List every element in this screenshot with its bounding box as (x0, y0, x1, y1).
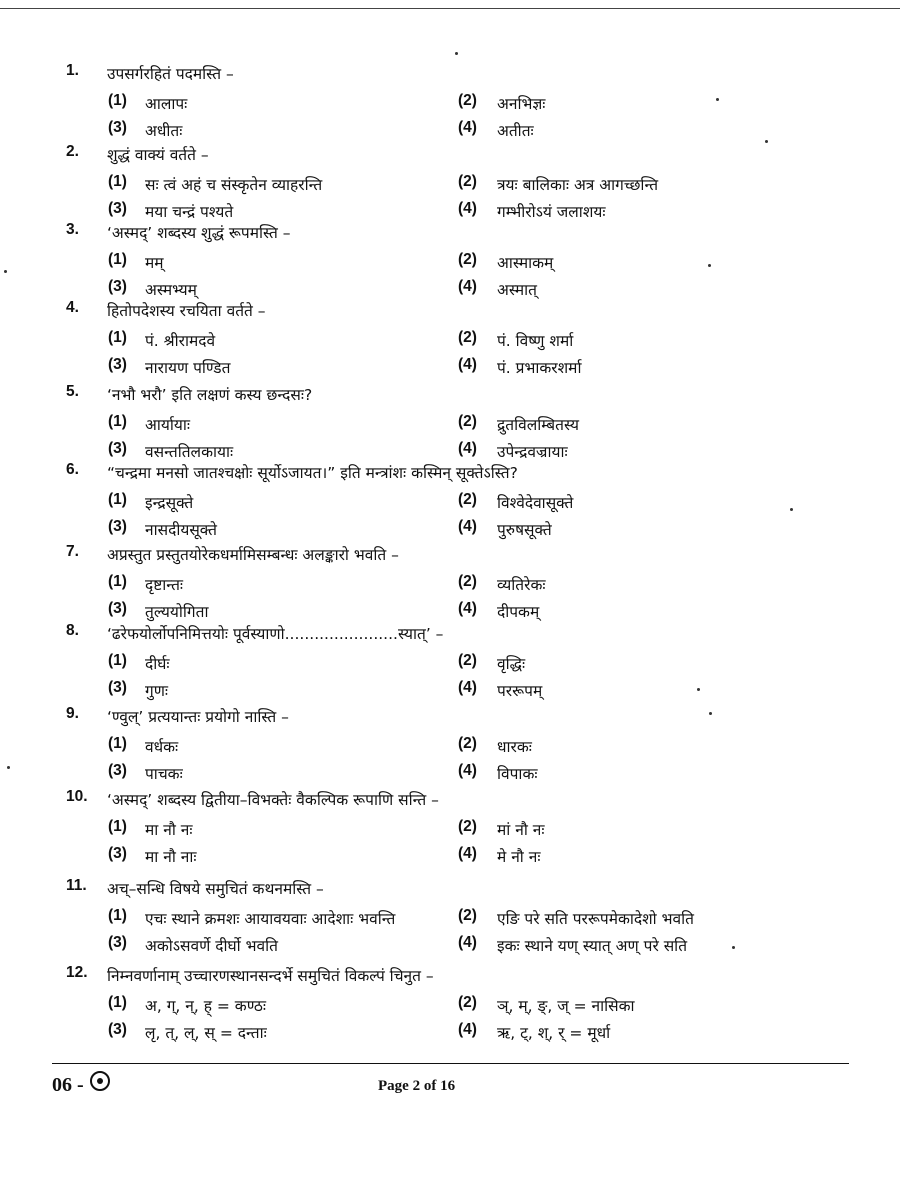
question-number: 8. (66, 622, 79, 639)
option-number: (2) (458, 735, 477, 752)
question-text: अच्–सन्धि विषये समुचितं कथनमस्ति – (107, 880, 324, 898)
option-number: (1) (108, 251, 127, 268)
option-text: एचः स्थाने क्रमशः आयावयवाः आदेशाः भवन्ति (145, 910, 396, 928)
option-text: दीर्घः (145, 655, 170, 673)
option-text: दीपकम् (497, 603, 540, 621)
option-number: (4) (458, 600, 477, 617)
option-number: (4) (458, 119, 477, 136)
page-number: Page 2 of 16 (378, 1078, 456, 1094)
question-number: 1. (66, 62, 79, 79)
option-text: द्रुतविलम्बितस्य (497, 416, 579, 434)
option-number: (1) (108, 92, 127, 109)
option-text: अधीतः (145, 122, 183, 140)
option-number: (3) (108, 119, 127, 136)
option-text: विश्वेदेवासूक्ते (497, 494, 574, 512)
option-number: (3) (108, 278, 127, 295)
question-text: हितोपदेशस्य रचयिता वर्तते – (107, 302, 266, 320)
option-number: (4) (458, 200, 477, 217)
question-text: शुद्धं वाक्यं वर्तते – (107, 146, 209, 164)
option-number: (3) (108, 762, 127, 779)
question-number: 5. (66, 383, 79, 400)
option-number: (4) (458, 934, 477, 951)
option-text: पं. श्रीरामदवे (145, 332, 216, 350)
option-text: वर्धकः (145, 738, 179, 756)
scan-speck (708, 264, 711, 267)
option-text: मया चन्द्रं पश्यते (145, 203, 234, 221)
option-number: (4) (458, 762, 477, 779)
top-border-line (0, 8, 900, 9)
option-number: (2) (458, 329, 477, 346)
option-text: तुल्ययोगिता (145, 603, 209, 621)
option-text: दृष्टान्तः (145, 576, 184, 594)
option-text: मा नौ नः (145, 821, 193, 839)
option-text: विपाकः (497, 765, 538, 783)
option-number: (3) (108, 934, 127, 951)
option-text: पं. प्रभाकरशर्मा (497, 359, 582, 377)
option-number: (1) (108, 329, 127, 346)
question-text: ‘अस्मद्’ शब्दस्य द्वितीया–विभक्तेः वैकल्पिक रूपाणि सन्ति – (107, 791, 439, 809)
option-number: (2) (458, 92, 477, 109)
option-text: मा नौ नाः (145, 848, 197, 866)
option-number: (3) (108, 518, 127, 535)
option-number: (4) (458, 518, 477, 535)
option-text: ञ्, म्, ङ्, ज् = नासिका (497, 997, 635, 1015)
option-text: इन्द्रसूक्ते (145, 494, 194, 512)
scan-speck (4, 270, 7, 273)
option-number: (3) (108, 600, 127, 617)
question-number: 11. (66, 877, 87, 894)
option-number: (3) (108, 440, 127, 457)
option-text: वृद्धिः (497, 655, 526, 673)
option-number: (1) (108, 907, 127, 924)
option-number: (4) (458, 1021, 477, 1038)
option-text: पुरुषसूक्ते (497, 521, 552, 539)
option-number: (4) (458, 440, 477, 457)
question-text: ‘नभौ भरौ’ इति लक्षणं कस्य छन्दसः? (107, 386, 313, 404)
option-text: मां नौ नः (497, 821, 545, 839)
option-text: व्यतिरेकः (497, 576, 546, 594)
question-number: 3. (66, 221, 79, 238)
scan-speck (716, 98, 719, 101)
option-text: मम् (145, 254, 164, 272)
question-text: अप्रस्तुत प्रस्तुतयोरेकधर्मामिसम्बन्धः अलङ्कारो भवति – (107, 546, 399, 564)
scan-speck (790, 508, 793, 511)
circle-dot-icon (90, 1071, 110, 1091)
question-text: ‘अस्मद्’ शब्दस्य शुद्धं रूपमस्ति – (107, 224, 291, 242)
footer-divider (52, 1063, 849, 1064)
option-text: अ, ग्, न्, ह् = कण्ठः (145, 997, 267, 1015)
scan-speck (455, 52, 458, 55)
option-number: (1) (108, 491, 127, 508)
option-text: पाचकः (145, 765, 183, 783)
scan-speck (697, 688, 700, 691)
option-number: (1) (108, 652, 127, 669)
scan-speck (732, 946, 735, 949)
option-text: एङि परे सति पररूपमेकादेशो भवति (497, 910, 694, 928)
question-text: निम्नवर्णानाम् उच्चारणस्थानसन्दर्भे समुचितं विकल्पं चिनुत – (107, 967, 434, 985)
option-number: (1) (108, 413, 127, 430)
option-number: (2) (458, 818, 477, 835)
option-text: सः त्वं अहं च संस्कृतेन व्याहरन्ति (145, 176, 323, 194)
option-text: अतीतः (497, 122, 534, 140)
option-number: (2) (458, 652, 477, 669)
question-number: 7. (66, 543, 79, 560)
option-number: (3) (108, 356, 127, 373)
option-text: वसन्ततिलकायाः (145, 443, 234, 461)
question-text: उपसर्गरहितं पदमस्ति – (107, 65, 234, 83)
option-text: पं. विष्णु शर्मा (497, 332, 574, 350)
question-number: 4. (66, 299, 79, 316)
option-text: गम्भीरोऽयं जलाशयः (497, 203, 606, 221)
option-number: (2) (458, 173, 477, 190)
question-text: ‘ण्वुल्’ प्रत्ययान्तः प्रयोगो नास्ति – (107, 708, 289, 726)
option-text: त्रयः बालिकाः अत्र आगच्छन्ति (497, 176, 659, 194)
option-text: अकोऽसवर्णे दीर्घो भवति (145, 937, 278, 955)
question-text: ‘ढरेफयोर्लोपनिमित्तयोः पूर्वस्याणो.......................स्यात्’ – (107, 625, 444, 643)
option-text: धारकः (497, 738, 532, 756)
option-number: (2) (458, 491, 477, 508)
scan-speck (709, 712, 712, 715)
option-number: (1) (108, 573, 127, 590)
option-number: (1) (108, 818, 127, 835)
option-text: मे नौ नः (497, 848, 541, 866)
option-text: अनभिज्ञः (497, 95, 546, 113)
option-text: लृ, त्, ल्, स् = दन्ताः (145, 1024, 267, 1042)
option-number: (3) (108, 200, 127, 217)
option-text: उपेन्द्रवज्रायाः (497, 443, 568, 461)
option-number: (3) (108, 1021, 127, 1038)
option-number: (4) (458, 278, 477, 295)
option-number: (3) (108, 679, 127, 696)
option-number: (4) (458, 845, 477, 862)
option-number: (1) (108, 735, 127, 752)
question-text: “चन्द्रमा मनसो जातश्चक्षोः सूर्योऽजायत।” इति मन्त्रांशः कस्मिन् सूक्तेऽस्ति? (107, 464, 518, 482)
option-number: (2) (458, 413, 477, 430)
option-text: गुणः (145, 682, 169, 700)
booklet-code: 06 - (52, 1074, 84, 1096)
scan-speck (765, 140, 768, 143)
option-text: आर्यायाः (145, 416, 190, 434)
option-number: (4) (458, 356, 477, 373)
option-text: आस्माकम् (497, 254, 554, 272)
option-number: (2) (458, 994, 477, 1011)
scan-speck (7, 766, 10, 769)
option-number: (2) (458, 907, 477, 924)
option-number: (4) (458, 679, 477, 696)
option-number: (2) (458, 251, 477, 268)
option-text: नारायण पण्डित (145, 359, 231, 377)
option-text: इकः स्थाने यण् स्यात् अण् परे सति (497, 937, 688, 955)
option-text: ऋ, ट्, श्, र् = मूर्धा (497, 1024, 611, 1042)
question-number: 12. (66, 964, 88, 981)
option-number: (1) (108, 173, 127, 190)
question-number: 9. (66, 705, 79, 722)
option-number: (1) (108, 994, 127, 1011)
option-text: पररूपम् (497, 682, 543, 700)
option-text: अस्मात् (497, 281, 537, 299)
question-number: 6. (66, 461, 79, 478)
option-number: (2) (458, 573, 477, 590)
option-text: अस्मभ्यम् (145, 281, 197, 299)
question-number: 10. (66, 788, 88, 805)
option-text: नासदीयसूक्ते (145, 521, 217, 539)
option-number: (3) (108, 845, 127, 862)
question-number: 2. (66, 143, 79, 160)
option-text: आलापः (145, 95, 188, 113)
